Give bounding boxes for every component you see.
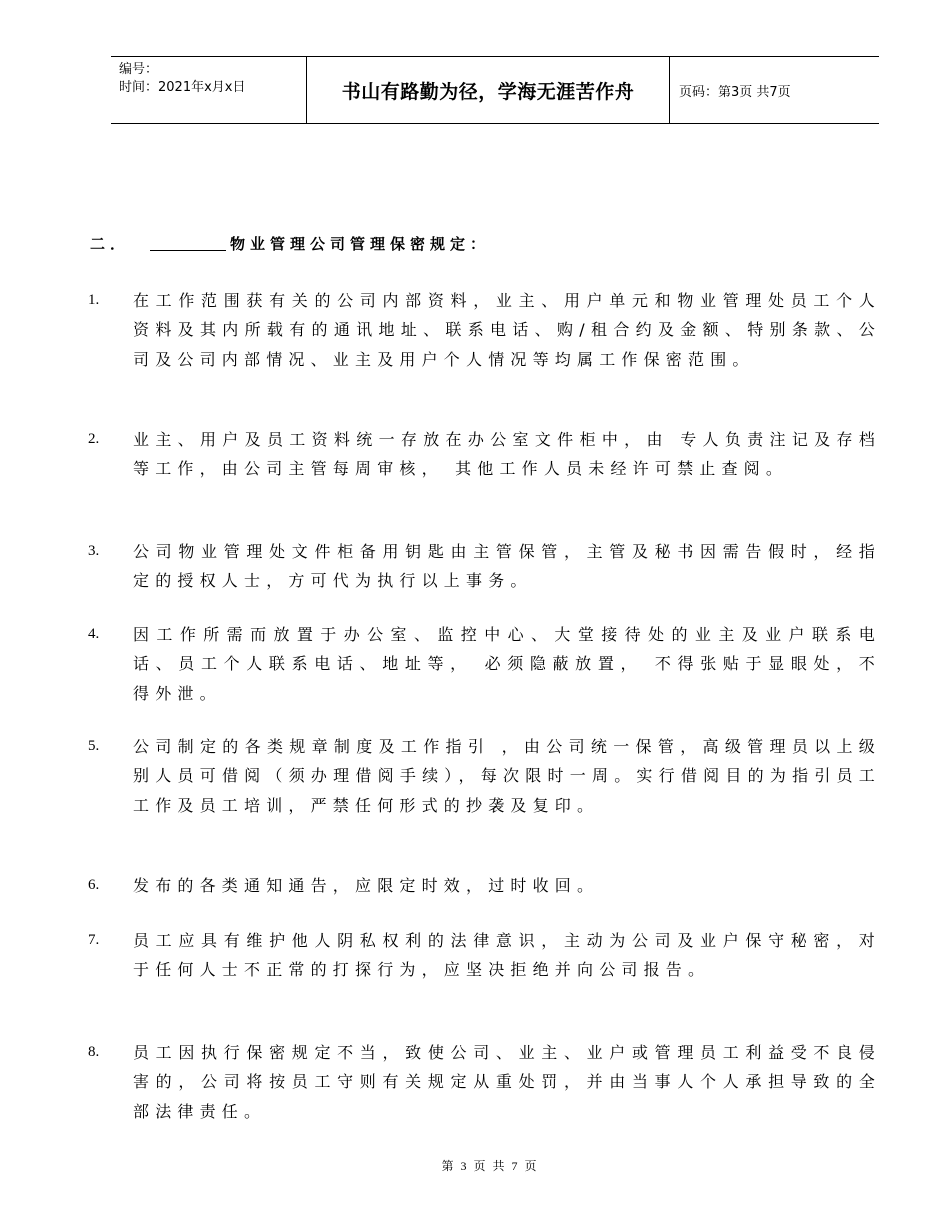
item-text: 公司物业管理处文件柜备用钥匙由主管保管，主管及秘书因需告假时，经指定的授权人士，方可代为执行以上事务。 — [133, 542, 881, 591]
page-footer: 第 3 页 共 7 页 — [441, 1159, 539, 1173]
page-header — [111, 56, 879, 124]
item-text: 在工作范围获有关的公司内部资料，业主、用户单元和物业管理处员工个人资料及其内所载有的通讯地址、联系电话、购/租合约及金额、特别条款、公司及公司内部情况、业主及用户个人情况等均属工作保密范围。 — [133, 291, 881, 369]
header-meta — [119, 61, 245, 97]
header-motto: 书山有路勤为径，学海无涯苦作舟 — [341, 80, 635, 103]
fill-in-blank — [150, 236, 226, 251]
item-text: 因工作所需而放置于办公室、监控中心、大堂接待处的业主及业户联系电话、员工个人联系电话、地址等， 必须隐蔽放置， 不得张贴于显眼处，不得外泄。 — [133, 625, 881, 703]
item-text: 员工应具有维护他人阴私权利的法律意识，主动为公司及业户保守秘密，对于任何人士不正常的打探行为，应坚决拒绝并向公司报告。 — [133, 931, 881, 980]
section-title — [90, 233, 490, 254]
item-number: 6. — [88, 877, 100, 893]
document-number-label: 编号： — [119, 62, 159, 77]
item-text: 公司制定的各类规章制度及工作指引 ，由公司统一保管，高级管理员以上级别人员可借阅（须办理借阅手续），每次限时一周。实行借阅目的为指引员工工作及员工培训，严禁任何形式的抄袭及复印。 — [133, 737, 881, 815]
item-number: 1. — [88, 292, 100, 308]
header-page-info: 页码：第3页 共7页 — [679, 84, 791, 100]
item-number: 3. — [88, 543, 100, 559]
item-text: 业主、用户及员工资料统一存放在办公室文件柜中，由 专人负责注记及存档等工作，由公司主管每周审核， 其他工作人员未经许可禁止查阅。 — [133, 430, 881, 479]
section-title-text: 物业管理公司管理保密规定： — [230, 235, 491, 253]
item-number: 2. — [88, 431, 100, 447]
header-divider — [669, 57, 670, 123]
document-date: 时间：2021年x月x日 — [119, 80, 246, 95]
item-text: 员工因执行保密规定不当，致使公司、业主、业户或管理员工利益受不良侵害的，公司将按员工守则有关规定从重处罚，并由当事人个人承担导致的全部法律责任。 — [133, 1043, 881, 1121]
item-number: 4. — [88, 626, 100, 642]
item-number: 5. — [88, 738, 100, 754]
item-number: 8. — [88, 1044, 100, 1060]
section-number: 二． — [90, 235, 131, 253]
item-text: 发布的各类通知通告，应限定时效，过时收回。 — [133, 876, 600, 895]
item-number: 7. — [88, 932, 100, 948]
